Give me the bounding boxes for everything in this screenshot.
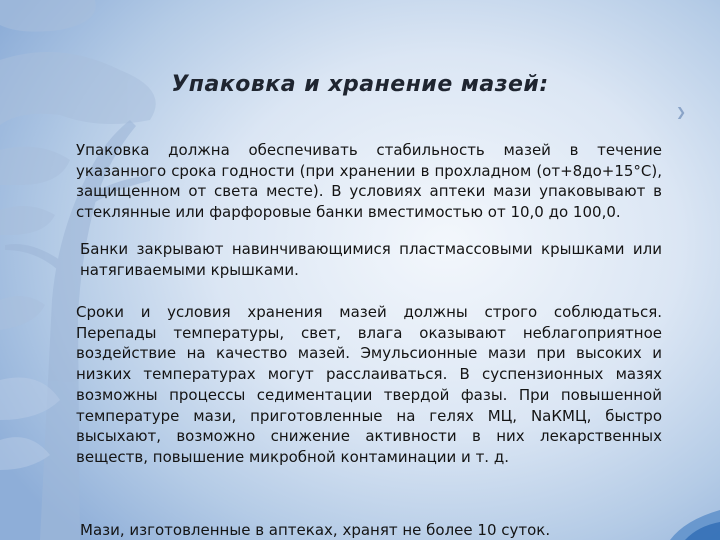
paragraph-lids: Банки закрывают навинчивающимися пластмассовыми крышками или натягиваемыми крышками.: [80, 240, 662, 279]
paragraph-storage-conditions: Сроки и условия хранения мазей должны строго соблюдаться. Перепады температуры, свет, влага оказывают неблагоприятное воздействие на качество мазей. Эмульсионные мази при высоких и низких температурах могут расслаиваться. В суспензионных мазях возможны процессы седиментации твердой фазы. При повышенной температуре мази, приготовленные на гелях МЦ, NaКМЦ, быстро высыхают, возможно снижение активности в них лекарственных веществ, повышение микробной контаминации и т. д.: [76, 303, 662, 466]
paragraph-packaging: Упаковка должна обеспечивать стабильность мазей в течение указанного срока годности (при хранении в прохладном (от+8до+15°С), защищенном от света месте). В условиях аптеки мази упаковывают в стеклянные или фарфоровые банки вместимостью от 10,0 до 100,0.: [76, 141, 662, 222]
decorative-corner-image: [660, 500, 720, 540]
paragraph-shelf-life: Мази, изготовленные в аптеках, хранят не более 10 суток.: [80, 521, 551, 539]
chevron-right-icon: ❯: [676, 105, 687, 119]
title-suffix: :: [539, 72, 549, 97]
title-text: Упаковка и хранение мазей: [171, 72, 540, 97]
slide-title: [0, 72, 720, 97]
